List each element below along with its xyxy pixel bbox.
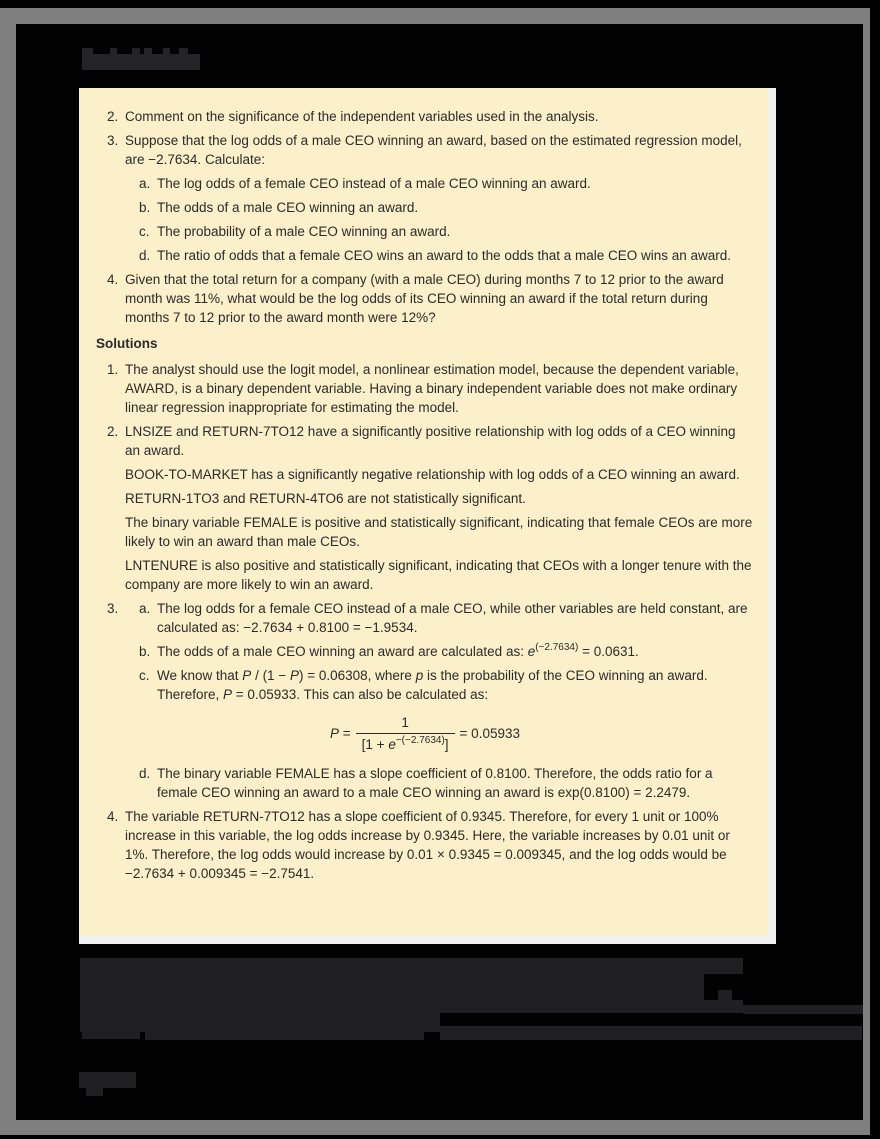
redacted-line xyxy=(82,1032,140,1039)
item-text: Comment on the significance of the independent variables used in the analysis. xyxy=(125,109,599,124)
item-text: RETURN-1TO3 and RETURN-4TO6 are not statistically significant. xyxy=(125,491,526,506)
redacted-paragraph-block xyxy=(80,958,704,1013)
item-text: The binary variable FEMALE has a slope coefficient of 0.8100. Therefore, the odds ratio for a female CEO winning an award to a male CEO winning an award is exp(0.8100) = 2.2479. xyxy=(157,766,713,800)
question-4 xyxy=(96,270,754,327)
solution-2 xyxy=(96,422,754,460)
solution-1 xyxy=(96,360,754,417)
question-3d xyxy=(96,246,754,265)
redacted-paragraph-block xyxy=(704,958,743,974)
redacted-line xyxy=(440,1026,862,1040)
list-marker: b. xyxy=(139,200,151,215)
list-marker: 2. xyxy=(107,109,119,124)
list-marker: 4. xyxy=(107,809,119,824)
solution-2-para-lntenure xyxy=(96,556,754,594)
redacted-title-ascender xyxy=(110,48,117,55)
solutions-heading: Solutions xyxy=(96,336,158,351)
item-text: The variable RETURN-7TO12 has a slope coefficient of 0.9345. Therefore, for every 1 unit or 100% increase in this variable, the log odds increase by 0.9345. Here, the variable increases by 0.01 unit or 1%. Therefore, the log odds would increase by 0.01 × 0.9345 = 0.009345, and the log odds would be −2.7634 + 0.009345 = −2.7541. xyxy=(125,809,730,881)
solution-2-para-female xyxy=(96,513,754,551)
redacted-title-bar xyxy=(82,54,200,70)
item-text: The odds of a male CEO winning an award. xyxy=(157,200,419,215)
redacted-title-ascender xyxy=(132,48,140,55)
redacted-line xyxy=(743,1005,863,1014)
redacted-title-ascender xyxy=(82,48,93,55)
solution-2-para-book-to-market xyxy=(96,465,754,484)
solution-2-para-return xyxy=(96,489,754,508)
redacted-caption-descender xyxy=(86,1088,103,1096)
redacted-title-ascender xyxy=(163,48,170,55)
question-box xyxy=(79,88,776,944)
question-2 xyxy=(96,107,754,126)
list-marker: 1. xyxy=(107,362,119,377)
list-marker: 2. xyxy=(107,424,119,439)
document-page xyxy=(16,24,863,1120)
redacted-line xyxy=(145,1032,424,1040)
redacted-title-ascender xyxy=(179,48,188,55)
list-marker: c. xyxy=(139,224,150,239)
redacted-line xyxy=(80,1013,440,1032)
redacted-title-ascender xyxy=(144,48,152,55)
item-text: LNTENURE is also positive and statistically significant, indicating that CEOs with a longer tenure with the company are more likely to win an award. xyxy=(125,558,752,592)
list-marker: a. xyxy=(139,601,151,616)
item-text: The analyst should use the logit model, a nonlinear estimation model, because the dependent variable, AWARD, is a binary dependent variable. Having a binary independent variable does not make ordinary linear regression inappropriate for estimating the model. xyxy=(125,362,739,415)
question-3c xyxy=(96,222,754,241)
redacted-paragraph-block xyxy=(704,1000,743,1013)
item-text: Suppose that the log odds of a male CEO winning an award, based on the estimated regression model, are −2.7634. Calculate: xyxy=(125,133,742,167)
item-text: The log odds of a female CEO instead of a male CEO winning an award. xyxy=(157,176,591,191)
solution-3c xyxy=(96,666,754,704)
question-box-content xyxy=(79,88,768,883)
item-text: The odds of a male CEO winning an award are calculated as: $e^{(-2.7634)} = 0.0631$. xyxy=(157,641,639,659)
item-text: LNSIZE and RETURN-7TO12 have a significantly positive relationship with log odds of a CEO winning an award. xyxy=(125,424,736,458)
list-marker: 3. xyxy=(107,601,119,616)
redacted-paragraph-block xyxy=(718,990,732,1000)
item-text: We know that P / (1 − P) = 0.06308, where p is the probability of the CEO winning an award. Therefore, P = 0.05933. This can also be calculated as: xyxy=(157,668,708,702)
item-text: Given that the total return for a company (with a male CEO) during months 7 to 12 prior to the award month was 11%, what would be the log odds of its CEO winning an award if the total return during months 7 to 12 prior to the award month were 12%? xyxy=(125,272,724,325)
probability-formula: P = $\frac{1}{[1 + e^{-(-2.7634)}]}$ = 0.05933 xyxy=(330,715,520,752)
list-marker: d. xyxy=(139,248,151,263)
solution-3d xyxy=(96,764,754,802)
solution-3b xyxy=(96,642,754,661)
list-marker: b. xyxy=(139,644,151,659)
list-marker: a. xyxy=(139,176,151,191)
item-text: The ratio of odds that a female CEO wins an award to the odds that a male CEO wins an award. xyxy=(157,248,732,263)
list-marker: d. xyxy=(139,766,151,781)
item-text: The probability of a male CEO winning an award. xyxy=(157,224,451,239)
list-marker: 3. xyxy=(107,133,119,148)
solution-3a xyxy=(96,599,754,637)
list-marker: 4. xyxy=(107,272,119,287)
redacted-caption-block xyxy=(79,1072,136,1088)
question-3a xyxy=(96,174,754,193)
list-marker: c. xyxy=(139,668,150,683)
item-text: The binary variable FEMALE is positive and statistically significant, indicating that female CEOs are more likely to win an award than male CEOs. xyxy=(125,515,753,549)
question-3b xyxy=(96,198,754,217)
item-text: The log odds for a female CEO instead of a male CEO, while other variables are held constant, are calculated as: −2.7634 + 0.8100 = −1.9534. xyxy=(157,601,748,635)
solution-4 xyxy=(96,807,754,883)
question-3 xyxy=(96,131,754,169)
item-text: BOOK-TO-MARKET has a significantly negative relationship with log odds of a CEO winning an award. xyxy=(125,467,740,482)
